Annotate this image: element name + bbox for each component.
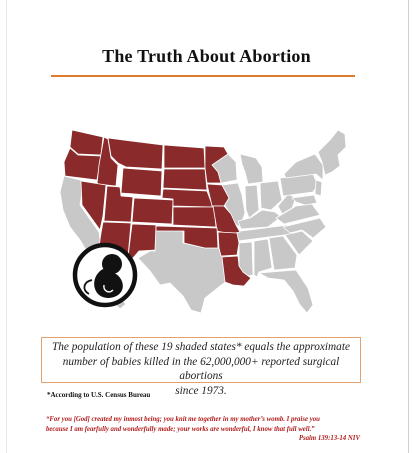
statement-line-3: since 1973.: [175, 384, 227, 397]
scripture-quote: [46, 415, 368, 444]
state-md: [292, 195, 317, 205]
state-al: [254, 239, 272, 277]
verse-line-2: because I am fearfully and wonderfully made; your works are wonderful, I know that full well.”: [46, 425, 315, 433]
title-divider: [51, 75, 355, 77]
statement-line-1: The population of these 19 shaded states* equals the approximate: [52, 341, 350, 353]
state-nd: [164, 145, 205, 168]
statement-line-2: number of babies killed in the 62,000,000+ reported surgical abortions: [62, 355, 340, 382]
verse-reference: Psalm 139:13-14 NIV: [298, 435, 360, 442]
state-wa: [70, 130, 103, 155]
state-ks: [173, 207, 216, 227]
verse-line-1: “For you [God] created my inmost being; you knit me together in my mother’s womb. I praise you: [46, 416, 320, 423]
source-footnote: *According to U.S. Census Bureau: [47, 391, 151, 399]
state-ar: [218, 232, 239, 256]
state-mi: [240, 154, 263, 184]
state-sd: [163, 169, 207, 190]
us-map: [0, 110, 413, 325]
page-title: The Truth About Abortion: [102, 46, 311, 66]
state-nj: [315, 180, 322, 196]
state-fl: [259, 270, 313, 313]
state-wy: [121, 168, 162, 196]
fetus-in-circle-icon: [75, 245, 135, 305]
state-co: [132, 198, 173, 224]
